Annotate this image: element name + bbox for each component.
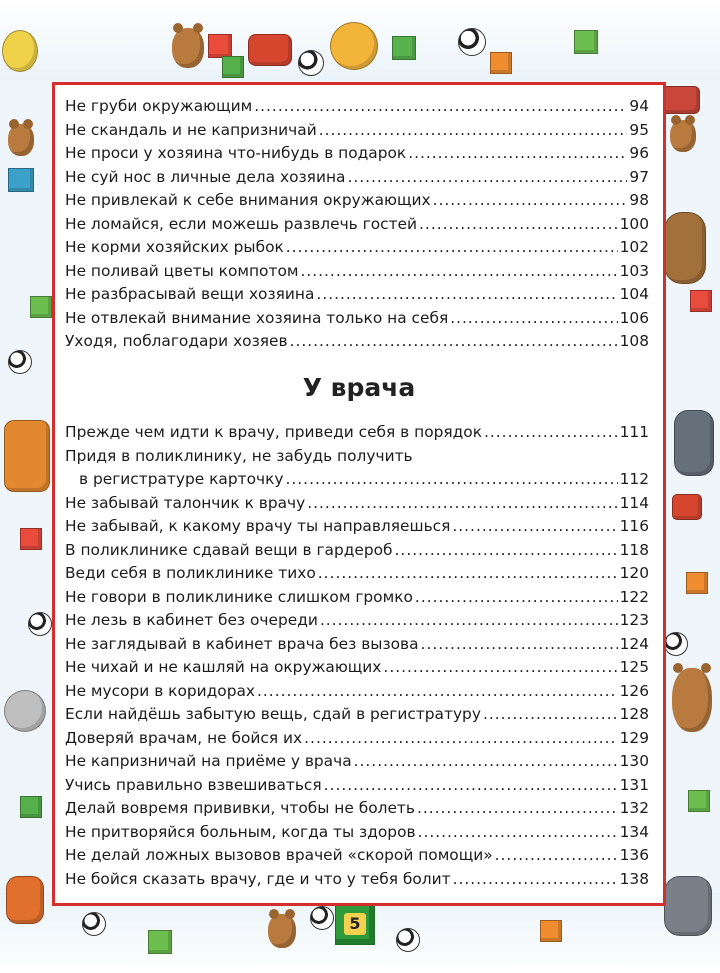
- dot-leader: [307, 492, 617, 516]
- wolf-toy-icon: [664, 876, 712, 936]
- toc-entry-page: 136: [619, 846, 649, 864]
- toc-entry-page: 122: [619, 587, 649, 606]
- toc-entry-page: 132: [619, 799, 649, 817]
- toc-entry-page: 103: [619, 261, 649, 280]
- toy-block-icon: [686, 572, 708, 594]
- dot-leader: [304, 727, 617, 751]
- toc-entry-title: Не привлекай к себе внимания окружающих: [65, 191, 431, 209]
- toc-entry: [65, 868, 649, 892]
- toc-entry-page: 108: [619, 332, 649, 350]
- toc-entry-page: 100: [619, 214, 649, 233]
- toc-entry-page: 118: [619, 540, 649, 559]
- toc-entry-page: 131: [619, 775, 649, 794]
- toc-entry: [65, 680, 649, 704]
- drum-icon: [660, 86, 700, 114]
- toc-entry-title: Не забывай талончик к врачу: [65, 493, 306, 512]
- toc-entry: [65, 307, 649, 331]
- toy-block-icon: [392, 36, 416, 60]
- toc-entry-title: Не заглядывай в кабинет врача без вызова: [65, 634, 419, 653]
- toc-entry-page: 98: [629, 191, 649, 209]
- toc-entry-title: Не ломайся, если можешь развлечь гостей: [65, 214, 418, 233]
- toc-entry: [65, 515, 649, 539]
- toc-entry-page: 112: [619, 470, 649, 488]
- dot-leader: [395, 539, 618, 563]
- toc-entry: [65, 656, 649, 680]
- toc-entry: [65, 236, 649, 260]
- dot-leader: [417, 797, 618, 821]
- toc-entry: [65, 492, 649, 516]
- toc-entry: [65, 213, 649, 237]
- drum-icon: [248, 34, 292, 66]
- toc-entry-title: Не корми хозяйских рыбок: [65, 238, 284, 256]
- toc-entry: [65, 95, 649, 119]
- soccer-ball-icon: [298, 50, 324, 76]
- toc-entry: [65, 750, 649, 774]
- toc-entry: [65, 774, 649, 798]
- dot-leader: [484, 421, 618, 445]
- toc-entry-page: 106: [619, 308, 649, 327]
- toc-entry: [65, 166, 649, 190]
- toc-entry-title: Не чихай и не кашляй на окружающих: [65, 658, 382, 676]
- toc-entry-title: Не капризничай на приёме у врача: [65, 752, 352, 770]
- toy-block-icon: [8, 168, 34, 192]
- toc-entry: [65, 283, 649, 307]
- toc-entry-title: Если найдёшь забытую вещь, сдай в регистратуру: [65, 705, 481, 723]
- toc-entry: [65, 539, 649, 563]
- toc-entry-title: Не бойся сказать врачу, где и что у тебя болит: [65, 869, 451, 888]
- toc-entry-wrapped-line: [65, 445, 649, 469]
- toc-entry-page: 128: [619, 705, 649, 723]
- toy-block-icon: [574, 30, 598, 54]
- dot-leader: [319, 119, 628, 143]
- toc-entry-page: 123: [619, 611, 649, 629]
- toc-entry-page: 120: [619, 564, 649, 582]
- toc-entry-title: Не говори в поликлинике слишком громко: [65, 587, 413, 606]
- toc-entry-page: 104: [619, 285, 649, 303]
- toc-entry: [65, 727, 649, 751]
- toc-entry-title: Доверяй врачам, не бойся их: [65, 728, 303, 747]
- toy-block-icon: [222, 56, 244, 78]
- dot-leader: [452, 515, 617, 539]
- teddy-bear-icon: [670, 120, 696, 152]
- dot-leader: [324, 774, 618, 798]
- soccer-ball-icon: [82, 912, 106, 936]
- soccer-ball-icon: [396, 928, 420, 952]
- toc-entry-page: 116: [619, 517, 649, 535]
- toc-entry-title: В поликлинике сдавай вещи в гардероб: [65, 540, 393, 559]
- teddy-bear-icon: [268, 914, 296, 948]
- moon-toy-icon: [2, 30, 38, 72]
- dot-leader: [318, 562, 618, 586]
- toc-entry: [65, 797, 649, 821]
- toc-entry-title: Не забывай, к какому врачу ты направляешься: [65, 517, 451, 535]
- toc-entry: [65, 189, 649, 213]
- toc-entry-page: 95: [629, 120, 649, 139]
- toc-entry-title: Не лезь в кабинет без очереди: [65, 611, 318, 629]
- toc-entry-title: Не делай ложных вызовов врачей «скорой помощи»: [65, 846, 493, 864]
- dot-leader: [254, 95, 627, 119]
- toy-block-icon: [30, 296, 52, 318]
- dot-leader: [408, 142, 627, 166]
- toy-block-icon: [490, 52, 512, 74]
- page-number-block: [335, 903, 375, 945]
- toc-entry: [65, 330, 649, 354]
- toc-entry-title: Уходя, поблагодари хозяев: [65, 332, 288, 350]
- toc-entry-title: Учись правильно взвешиваться: [65, 775, 322, 794]
- dot-leader: [347, 166, 627, 190]
- toc-entry-title: Делай вовремя прививки, чтобы не болеть: [65, 799, 415, 817]
- teddy-bear-icon: [672, 668, 712, 732]
- toc-entry-page: 129: [619, 728, 649, 747]
- cat-toy-icon: [4, 420, 50, 492]
- section-2-list: [65, 421, 649, 891]
- teddy-bear-icon: [172, 28, 204, 68]
- toy-block-icon: [20, 796, 42, 818]
- dot-leader: [300, 260, 617, 284]
- toc-entry: [65, 260, 649, 284]
- toc-entry-page: 138: [619, 869, 649, 888]
- alarm-clock-icon: [330, 22, 378, 70]
- toc-entry: [65, 421, 649, 445]
- toy-block-icon: [20, 528, 42, 550]
- toc-entry: [65, 586, 649, 610]
- dot-leader: [354, 750, 618, 774]
- toc-entry: [65, 844, 649, 868]
- toy-block-icon: [688, 790, 710, 812]
- toc-entry: [65, 821, 649, 845]
- toc-entry-page: 134: [619, 822, 649, 841]
- toc-entry-title: Не груби окружающим: [65, 97, 253, 115]
- toc-entry-title-continued: в регистратуре карточку: [79, 470, 284, 488]
- toc-entry: [65, 142, 649, 166]
- soccer-ball-icon: [28, 612, 52, 636]
- toc-entry-page: 124: [619, 634, 649, 653]
- dot-leader: [419, 213, 618, 237]
- soccer-ball-icon: [310, 906, 334, 930]
- toc-entry-title: Не притворяйся больным, когда ты здоров: [65, 822, 416, 841]
- page-number: 5: [344, 913, 366, 935]
- dot-leader: [453, 868, 618, 892]
- toc-entry-title: Прежде чем идти к врачу, приведи себя в порядок: [65, 423, 482, 441]
- dot-leader: [316, 283, 617, 307]
- toc-entry-title: Придя в поликлинику, не забудь получить: [65, 446, 413, 465]
- dot-leader: [257, 680, 618, 704]
- owl-toy-icon: [664, 212, 706, 284]
- toc-entry-page: 130: [619, 752, 649, 770]
- dot-leader: [421, 633, 618, 657]
- toc-entry-title: Не отвлекай внимание хозяина только на себя: [65, 308, 449, 327]
- dot-leader: [286, 236, 618, 260]
- contents-frame: [52, 82, 666, 906]
- toc-entry: [65, 119, 649, 143]
- toc-entry: [65, 609, 649, 633]
- dot-leader: [320, 609, 618, 633]
- dot-leader: [450, 307, 617, 331]
- toc-entry-title: Не разбрасывай вещи хозяина: [65, 285, 315, 303]
- toc-entry-title: Веди себя в поликлинике тихо: [65, 564, 316, 582]
- toy-block-icon: [148, 930, 172, 954]
- section-1-list: [65, 95, 649, 354]
- dot-leader: [415, 586, 618, 610]
- toc-entry-page: 96: [629, 144, 649, 162]
- soccer-ball-icon: [664, 632, 688, 656]
- toc-entry-page: 126: [619, 681, 649, 700]
- toy-block-icon: [690, 290, 712, 312]
- drum-icon: [672, 494, 702, 520]
- dot-leader: [383, 656, 617, 680]
- fox-toy-icon: [6, 876, 44, 924]
- section-heading: У врача: [302, 373, 416, 402]
- soccer-ball-icon: [458, 28, 486, 56]
- toc-entry-title: Не поливай цветы компотом: [65, 261, 299, 280]
- dot-leader: [290, 330, 618, 354]
- toc-entry-page: 97: [629, 167, 649, 186]
- toy-block-icon: [208, 34, 232, 58]
- toy-block-icon: [540, 920, 562, 942]
- toc-entry-title: Не проси у хозяина что-нибудь в подарок: [65, 144, 407, 162]
- dot-leader: [495, 844, 618, 868]
- dot-leader: [483, 703, 618, 727]
- toc-entry-title: Не скандаль и не капризничай: [65, 120, 317, 139]
- toc-entry-page: 125: [619, 658, 649, 676]
- toc-entry: [65, 468, 649, 492]
- mouse-toy-icon: [4, 690, 46, 732]
- dot-leader: [433, 189, 628, 213]
- toc-entry-page: 114: [619, 493, 649, 512]
- soccer-ball-icon: [8, 350, 32, 374]
- toc-entry: [65, 562, 649, 586]
- toc-entry: [65, 703, 649, 727]
- bird-toy-icon: [674, 410, 714, 476]
- toc-entry-page: 94: [629, 97, 649, 115]
- toc-entry-page: 111: [619, 423, 649, 441]
- toc-entry: [65, 633, 649, 657]
- teddy-bear-icon: [8, 124, 34, 156]
- dot-leader: [286, 468, 618, 492]
- toc-entry-title: Не суй нос в личные дела хозяина: [65, 167, 346, 186]
- toc-entry-page: 102: [619, 238, 649, 256]
- toc-entry-title: Не мусори в коридорах: [65, 681, 256, 700]
- dot-leader: [418, 821, 618, 845]
